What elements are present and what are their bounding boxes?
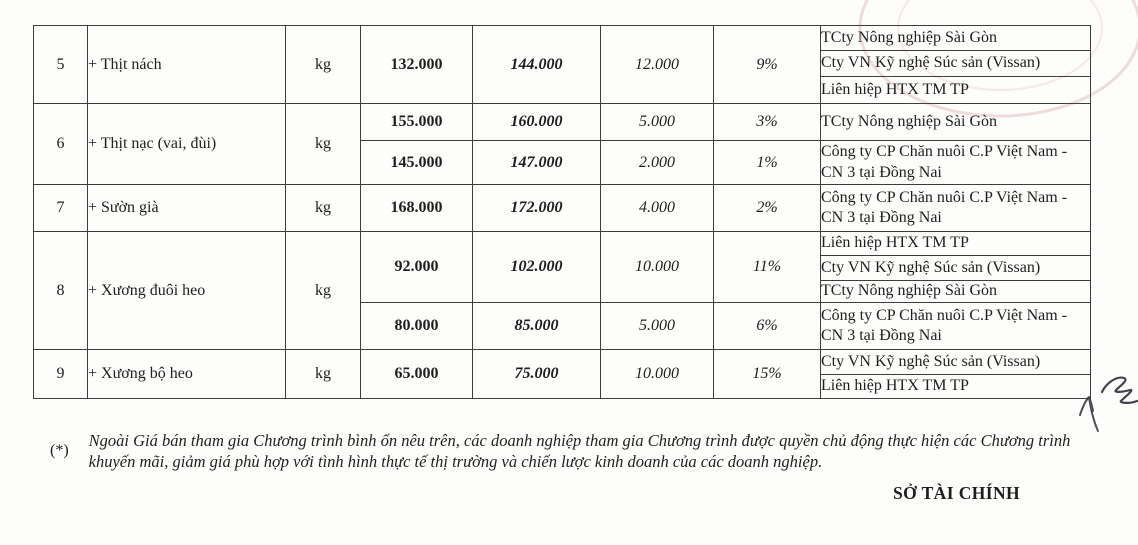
new-price-cell: 102.000: [473, 232, 601, 303]
company-cell: TCty Nông nghiệp Sài Gòn: [821, 281, 1091, 303]
increase-amount-cell: 5.000: [601, 104, 714, 141]
registered-price-cell: 145.000: [361, 141, 473, 185]
company-cell: Công ty CP Chăn nuôi C.P Việt Nam - CN 3 tại Đồng Nai: [821, 185, 1091, 232]
row-number-cell: 7: [34, 185, 88, 232]
registered-price-cell: 80.000: [361, 303, 473, 350]
company-cell: Liên hiệp HTX TM TP: [821, 77, 1091, 104]
company-cell: Liên hiệp HTX TM TP: [821, 232, 1091, 256]
increase-amount-cell: 2.000: [601, 141, 714, 185]
company-cell: Cty VN Kỹ nghệ Súc sản (Vissan): [821, 256, 1091, 281]
new-price-cell: 147.000: [473, 141, 601, 185]
item-name-cell: + Thịt nạc (vai, đùi): [88, 104, 286, 185]
increase-amount-cell: 10.000: [601, 350, 714, 399]
row-number-cell: 9: [34, 350, 88, 399]
row-number-cell: 6: [34, 104, 88, 185]
signature-authority: SỞ TÀI CHÍNH: [893, 483, 1021, 503]
price-stabilization-table: [33, 25, 1091, 399]
item-name-cell: + Xương bộ heo: [88, 350, 286, 399]
increase-percent-cell: 1%: [714, 141, 821, 185]
unit-cell: kg: [286, 185, 361, 232]
registered-price-cell: 65.000: [361, 350, 473, 399]
company-cell: Cty VN Kỹ nghệ Súc sản (Vissan): [821, 51, 1091, 77]
increase-amount-cell: 10.000: [601, 232, 714, 303]
registered-price-cell: 155.000: [361, 104, 473, 141]
new-price-cell: 75.000: [473, 350, 601, 399]
company-cell: Liên hiệp HTX TM TP: [821, 375, 1091, 399]
row-number-cell: 5: [34, 26, 88, 104]
increase-percent-cell: 2%: [714, 185, 821, 232]
row-number-cell: 8: [34, 232, 88, 350]
increase-percent-cell: 15%: [714, 350, 821, 399]
item-name-cell: + Xương đuôi heo: [88, 232, 286, 350]
company-cell: Cty VN Kỹ nghệ Súc sản (Vissan): [821, 350, 1091, 375]
increase-percent-cell: 9%: [714, 26, 821, 104]
increase-amount-cell: 12.000: [601, 26, 714, 104]
company-cell: Công ty CP Chăn nuôi C.P Việt Nam - CN 3 tại Đồng Nai: [821, 141, 1091, 185]
unit-cell: kg: [286, 350, 361, 399]
item-name-cell: + Sườn già: [88, 185, 286, 232]
new-price-cell: 160.000: [473, 104, 601, 141]
registered-price-cell: 92.000: [361, 232, 473, 303]
company-cell: Công ty CP Chăn nuôi C.P Việt Nam - CN 3 tại Đồng Nai: [821, 303, 1091, 350]
new-price-cell: 144.000: [473, 26, 601, 104]
new-price-cell: 172.000: [473, 185, 601, 232]
footnote: [50, 430, 1090, 472]
new-price-cell: 85.000: [473, 303, 601, 350]
footnote-marker: (*): [50, 442, 69, 460]
company-cell: TCty Nông nghiệp Sài Gòn: [821, 104, 1091, 141]
increase-amount-cell: 4.000: [601, 185, 714, 232]
increase-percent-cell: 11%: [714, 232, 821, 303]
unit-cell: kg: [286, 104, 361, 185]
increase-amount-cell: 5.000: [601, 303, 714, 350]
increase-percent-cell: 3%: [714, 104, 821, 141]
registered-price-cell: 168.000: [361, 185, 473, 232]
footnote-text: Ngoài Giá bán tham gia Chương trình bình ổn nêu trên, các doanh nghiệp tham gia Chương trình được quyền chủ động thực hiện các Chương trình khuyến mãi, giảm giá phù hợp với tình hình thực tế thị trường và chiến lược kinh doanh của các doanh nghiệp.: [88, 431, 1071, 472]
unit-cell: kg: [286, 26, 361, 104]
registered-price-cell: 132.000: [361, 26, 473, 104]
increase-percent-cell: 6%: [714, 303, 821, 350]
item-name-cell: + Thịt nách: [88, 26, 286, 104]
unit-cell: kg: [286, 232, 361, 350]
company-cell: TCty Nông nghiệp Sài Gòn: [821, 26, 1091, 51]
